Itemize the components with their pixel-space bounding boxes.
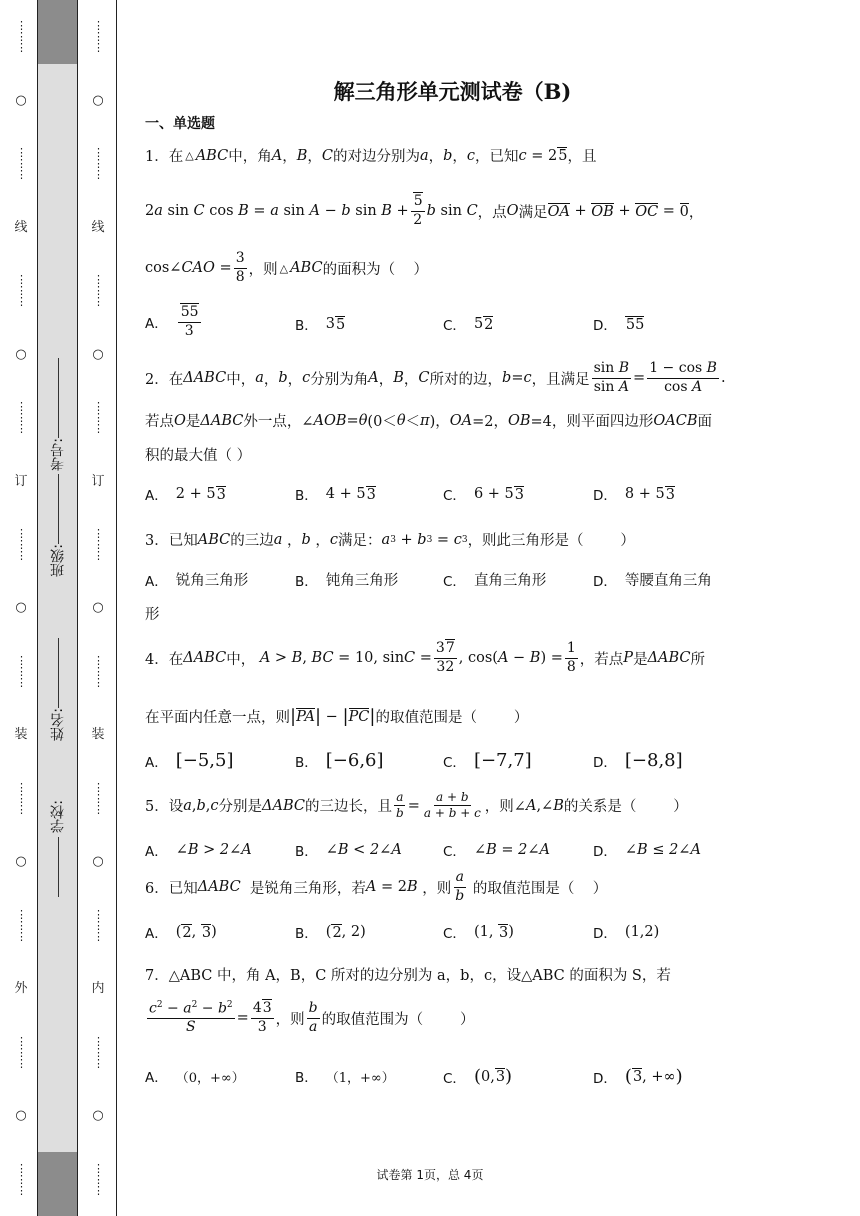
q4-line1: 4．在 ΔABC 中， A > B , BC = 10, sin C = $\frac{37}{32}$ , cos( A − B ) = $\frac{1}{8}$ ，若点 P 是 ΔABC 所 — [145, 640, 706, 675]
q3-option-c[interactable]: C． 直角三角形 — [443, 573, 547, 590]
inner-cut-mark: ○ — [92, 346, 104, 362]
page-footer: 试卷第 1页，总 4页 — [376, 1168, 484, 1182]
student-info-fields — [38, 64, 77, 1152]
outer-cut-dots: ⋮ ⋮ ⋮ — [16, 273, 26, 309]
inner-cut-line — [85, 0, 111, 1216]
inner-cut-dots: ⋮ ⋮ ⋮ — [93, 146, 103, 182]
q2-line2: 若点 O 是 ΔABC 外一点，∠ AOB = θ (0＜ θ ＜ π )， OA =2， OB =4，则平面四边形 OACB 面 — [145, 412, 713, 430]
q7-option-c[interactable]: C． ( 0, 3 ) — [443, 1066, 513, 1087]
outer-cut-mark: 线 — [14, 219, 28, 235]
inner-cut-dots: ⋮ ⋮ ⋮ — [93, 273, 103, 309]
q2-option-a[interactable]: A． 2 + 5 3 — [145, 486, 226, 504]
q1-option-a[interactable]: A． $\frac{55}{3}$ — [145, 304, 199, 339]
outer-cut-dots: ⋮ ⋮ ⋮ — [16, 1161, 26, 1197]
outer-cut-mark: ○ — [15, 92, 27, 108]
inner-cut-dots: ⋮ ⋮ ⋮ — [93, 780, 103, 816]
q2-option-c[interactable]: C． 6 + 5 3 — [443, 486, 524, 504]
exam-number-label: 考号: — [50, 438, 66, 471]
name-label: 姓名: — [50, 708, 66, 741]
outer-cut-dots: ⋮ ⋮ ⋮ — [16, 400, 26, 436]
q6-option-a[interactable]: A． ( 2 , 3 ) — [145, 924, 217, 942]
exam-number-field[interactable] — [43, 354, 73, 471]
page-title: 解三角形单元测试卷（B) — [333, 79, 572, 104]
binding-rule — [116, 0, 117, 1216]
outer-cut-dots: ⋮ ⋮ ⋮ — [16, 907, 26, 943]
outer-cut-mark: 装 — [14, 727, 28, 743]
q3-option-b[interactable]: B． 钝角三角形 — [295, 573, 399, 590]
q1-option-c[interactable]: C． 5 2 — [443, 316, 494, 334]
q6-option-b[interactable]: B． ( 2 , 2) — [295, 924, 366, 942]
outer-cut-mark: 订 — [14, 473, 28, 489]
inner-cut-mark: 内 — [91, 981, 105, 997]
q7-option-a[interactable]: A． （0，+∞） — [145, 1070, 245, 1086]
q7-line2: $\frac{c^2 - a^2 - b^2}{S}$ = $\frac{43}{3}$ ，则 $\frac{b}{a}$ 的取值范围为（ ） — [149, 1000, 475, 1036]
outer-cut-dots: ⋮ ⋮ ⋮ — [16, 780, 26, 816]
binding-strip — [0, 0, 116, 1216]
inner-cut-mark: ○ — [92, 854, 104, 870]
inner-cut-mark: ○ — [92, 92, 104, 108]
inner-cut-mark: 线 — [91, 219, 105, 235]
q1-option-b[interactable]: B． 3 5 — [295, 316, 346, 334]
q1-line3: cos∠ CAO = $\frac{3}{8}$ ，则 △ ABC 的面积为（ ） — [145, 250, 429, 285]
outer-cut-dots: ⋮ ⋮ ⋮ — [16, 526, 26, 562]
q7-option-b[interactable]: B． （1，+∞） — [295, 1070, 395, 1086]
inner-cut-mark: ○ — [92, 600, 104, 616]
q7-line1: 7．△ABC 中，角 A，B，C 所对的边分别为 a，b，c，设△ABC 的面积为 S，若 — [145, 968, 671, 984]
q2-line1: 2．在 ΔABC 中， a ， b ， c 分别为角 A ， B ， C 所对的边， b = c ，且满足 $\frac{\text{sin B}}{\text{sin A}}$ = $\frac{\text{1 − cos B}}{\text{cos A}}$ . — [145, 360, 726, 395]
q4-option-a[interactable]: A． [−5,5] — [145, 750, 234, 771]
q2-option-d[interactable]: D． 8 + 5 3 — [593, 486, 675, 504]
q7-option-d[interactable]: D． ( 3 , +∞ ) — [593, 1066, 683, 1087]
inner-cut-dots: ⋮ ⋮ ⋮ — [93, 19, 103, 55]
q3-option-d[interactable]: D． 等腰直角三角 — [593, 573, 712, 590]
q2-line3: 积的最大值（ ） — [145, 448, 252, 464]
section-heading: 一、单选题 — [145, 116, 215, 132]
outer-cut-dots: ⋮ ⋮ ⋮ — [16, 146, 26, 182]
q3-line1: 3．已知 ABC 的三边 a ， b ， c 满足： a 3 + b 3 = c 3 ，则此三角形是（ ） — [145, 531, 635, 549]
inner-cut-dots: ⋮ ⋮ ⋮ — [93, 400, 103, 436]
q6-option-c[interactable]: C． (1, 3 ) — [443, 924, 514, 942]
inner-cut-mark: 订 — [91, 473, 105, 489]
q1-line1: 1．在 △ ABC 中，角 A ， B ， C 的对边分别为 a ， b ， c ，已知 c = 2 5 ，且 — [145, 147, 597, 165]
q4-line2: 在平面内任意一点，则 | PA | − | PC | 的取值范围是（ ） — [145, 706, 529, 727]
outer-cut-line — [8, 0, 34, 1216]
inner-cut-dots: ⋮ ⋮ ⋮ — [93, 526, 103, 562]
binding-top-block — [38, 0, 77, 64]
inner-cut-dots: ⋮ ⋮ ⋮ — [93, 653, 103, 689]
q5-option-c[interactable]: C． ∠B = 2∠A — [443, 842, 550, 860]
q2-option-b[interactable]: B． 4 + 5 3 — [295, 486, 376, 504]
q6-option-d[interactable]: D． (1,2) — [593, 924, 660, 942]
binding-rule — [77, 0, 78, 1216]
q5-option-b[interactable]: B． ∠B < 2∠A — [295, 842, 402, 860]
q1-line2: 2 a sin C cos B = a sin A − b sin B + $\frac{5}{2}$ b sin C ，点 O 满足 OA + OB + OC = 0 ， — [145, 193, 704, 228]
q3-option-a[interactable]: A． 锐角三角形 — [145, 573, 249, 590]
inner-cut-mark: 装 — [91, 727, 105, 743]
class-label: 班级: — [50, 544, 66, 577]
q1-option-d[interactable]: D． 55 — [593, 316, 645, 334]
q5-option-a[interactable]: A． ∠B > 2∠A — [145, 842, 252, 860]
inner-cut-mark: ○ — [92, 1108, 104, 1124]
outer-cut-mark: 外 — [14, 981, 28, 997]
school-field[interactable] — [43, 800, 73, 897]
q4-option-c[interactable]: C． [−7,7] — [443, 750, 532, 771]
q4-option-d[interactable]: D． [−8,8] — [593, 750, 683, 771]
inner-cut-dots: ⋮ ⋮ ⋮ — [93, 907, 103, 943]
name-field[interactable] — [43, 634, 73, 741]
inner-cut-dots: ⋮ ⋮ ⋮ — [93, 1161, 103, 1197]
outer-cut-dots: ⋮ ⋮ ⋮ — [16, 1034, 26, 1070]
school-label: 学校: — [50, 800, 66, 833]
outer-cut-mark: ○ — [15, 1108, 27, 1124]
q3-option-d-wrap: 形 — [145, 607, 160, 623]
outer-cut-mark: ○ — [15, 600, 27, 616]
class-field[interactable] — [43, 470, 73, 577]
binding-bottom-block — [38, 1152, 77, 1216]
q5-option-d[interactable]: D． ∠B ≤ 2∠A — [593, 842, 701, 860]
outer-cut-mark: ○ — [15, 346, 27, 362]
outer-cut-dots: ⋮ ⋮ ⋮ — [16, 653, 26, 689]
q4-option-b[interactable]: B． [−6,6] — [295, 750, 384, 771]
inner-cut-dots: ⋮ ⋮ ⋮ — [93, 1034, 103, 1070]
outer-cut-mark: ○ — [15, 854, 27, 870]
q5-line1: 5．设 a , b , c 分别是 ΔABC 的三边长，且 $\frac{a}{b}$ = $\frac{a + b}{a + b + c}$ ，则∠ A ,∠ B 的关系是（ ） — [145, 790, 688, 820]
q6-line1: 6．已知 ΔABC 是锐角三角形，若 A = 2 B ，则 $\frac{a}{b}$ 的取值范围是（ ） — [145, 869, 608, 904]
outer-cut-dots: ⋮ ⋮ ⋮ — [16, 19, 26, 55]
